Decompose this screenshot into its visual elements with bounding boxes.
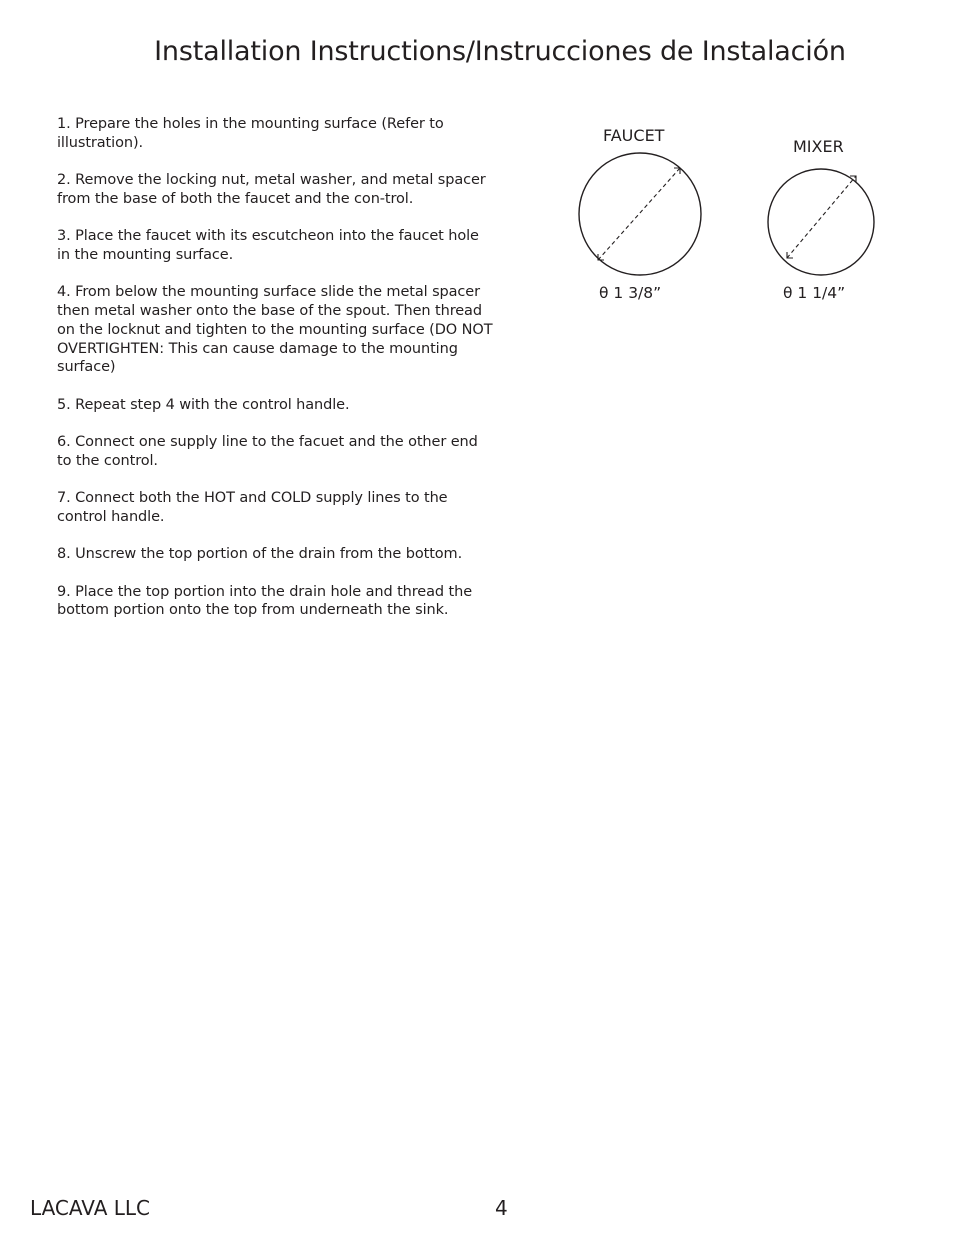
footer-company: LACAVA LLC [30,1196,150,1220]
faucet-diameter: θ 1 3/8” [599,284,662,302]
step-1: 1. Prepare the holes in the mounting surface (Refer to illustration). [57,116,444,151]
faucet-label: FAUCET [603,126,665,145]
step-8: 8. Unscrew the top portion of the drain from the bottom. [57,546,463,563]
step-5: 5. Repeat step 4 with the control handle. [57,396,350,413]
mixer-diameter: θ 1 1/4” [783,284,846,302]
page-title: Installation Instructions/Instrucciones de Instalación [154,36,846,67]
step-4: 4. From below the mounting surface slide the metal spacer then metal washer onto the base of the spout. Then thread on the locknut and tighten to the mounting surface (DO NOT OVERTIGHTEN: This can cause damage to the mounting surface) [57,284,493,376]
hole-diagram [560,140,890,280]
step-3: 3. Place the faucet with its escutcheon into the faucet hole in the mounting surface. [57,228,479,263]
instruction-steps [57,115,493,639]
step-2: 2. Remove the locking nut, metal washer, and metal spacer from the base of both the faucet and the con-trol. [57,172,486,207]
page-number: 4 [495,1196,508,1220]
step-9: 9. Place the top portion into the drain hole and thread the bottom portion onto the top from underneath the sink. [57,583,473,619]
step-7: 7. Connect both the HOT and COLD supply lines to the control handle. [57,490,448,525]
mixer-hole-circle [768,169,874,275]
step-6: 6. Connect one supply line to the facuet and the other end to the control. [57,434,478,469]
mixer-label: MIXER [793,137,844,156]
faucet-hole-circle [579,153,701,275]
